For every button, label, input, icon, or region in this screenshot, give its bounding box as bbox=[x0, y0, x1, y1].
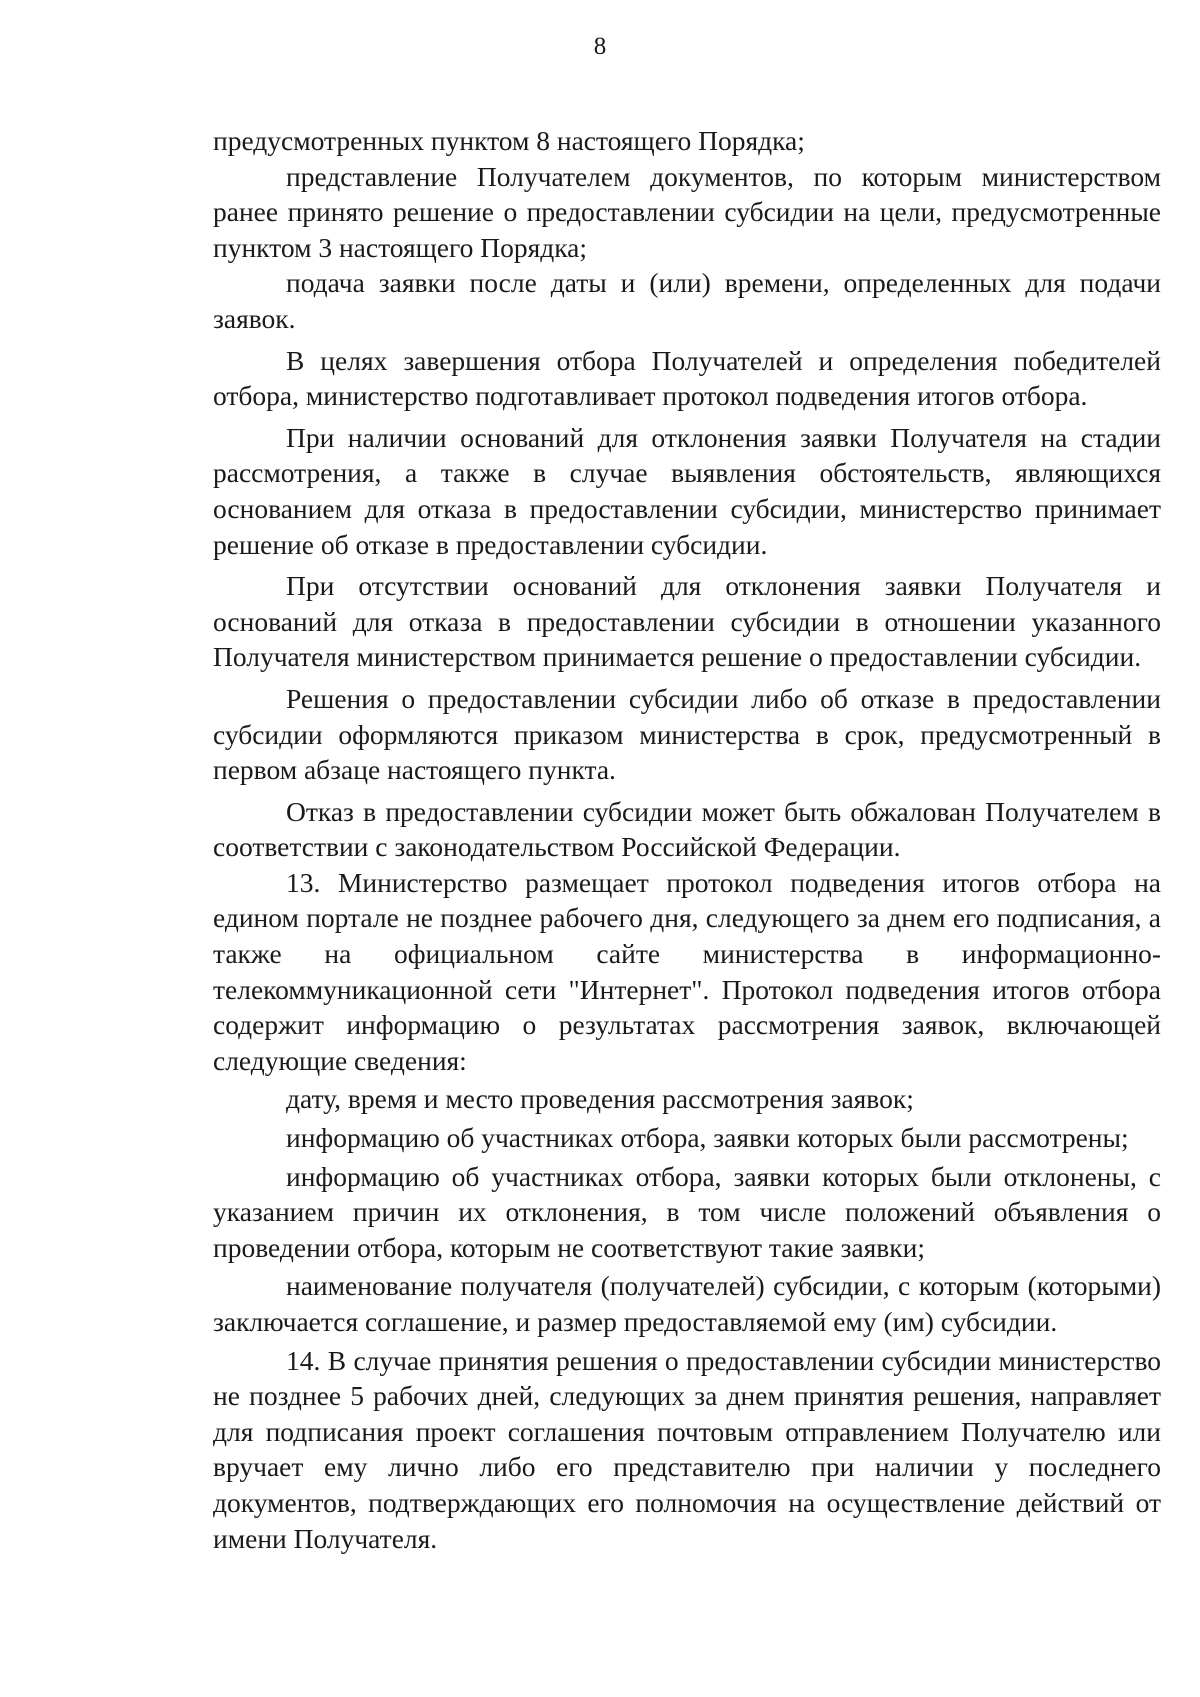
paragraph: наименование получателя (получателей) субсидии, с которым (которыми) заключается соглашение, и размер предоставляемой ему (им) субсидии. bbox=[213, 1270, 1161, 1337]
document-body bbox=[213, 123, 1161, 1556]
paragraph: Отказ в предоставлении субсидии может быть обжалован Получателем в соответствии с законодательством Российской Федерации. bbox=[213, 795, 1161, 863]
paragraph: При наличии оснований для отклонения заявки Получателя на стадии рассмотрения, а также в случае выявления обстоятельств, являющихся основанием для отказа в предоставлении субсидии, министерство принимает решение об отказе в предоставлении субсидии. bbox=[213, 421, 1161, 560]
paragraph: информацию об участниках отбора, заявки которых были отклонены, с указанием причин их отклонения, в том числе положений объявления о проведении отбора, которым не соответствуют такие заявки; bbox=[213, 1160, 1161, 1263]
page-number: 8 bbox=[593, 33, 607, 60]
paragraph: представление Получателем документов, по которым министерством ранее принято решение о предоставлении субсидии на цели, предусмотренные пунктом 3 настоящего Порядка; bbox=[213, 160, 1161, 263]
paragraph: информацию об участниках отбора, заявки которых были рассмотрены; bbox=[286, 1122, 1129, 1154]
paragraph: предусмотренных пунктом 8 настоящего Порядка; bbox=[213, 125, 805, 156]
paragraph: В целях завершения отбора Получателей и определения победителей отбора, министерство подготавливает протокол подведения итогов отбора. bbox=[213, 344, 1161, 412]
paragraph: Решения о предоставлении субсидии либо об отказе в предоставлении субсидии оформляются приказом министерства в срок, предусмотренный в первом абзаце настоящего пункта. bbox=[213, 682, 1161, 786]
paragraph: 13. Министерство размещает протокол подведения итогов отбора на едином портале не позднее рабочего дня, следующего за днем его подписания, а также на официальном сайте министерства в информационно-телекоммуникационной сети "Интернет". Протокол подведения итогов отбора содержит информацию о результатах рассмотрения заявок, включающей следующие сведения: bbox=[213, 866, 1161, 1076]
paragraph: 14. В случае принятия решения о предоставлении субсидии министерство не позднее 5 рабочих дней, следующих за днем принятия решения, направляет для подписания проект соглашения почтовым отправлением Получателю или вручает ему лично либо его представителю при наличии у последнего документов, подтверждающих его полномочия на осуществление действий от имени Получателя. bbox=[213, 1344, 1161, 1554]
paragraph: подача заявки после даты и (или) времени, определенных для подачи заявок. bbox=[213, 267, 1161, 334]
paragraph: дату, время и место проведения рассмотрения заявок; bbox=[286, 1083, 914, 1115]
paragraph: При отсутствии оснований для отклонения заявки Получателя и оснований для отказа в предоставлении субсидии в отношении указанного Получателя министерством принимается решение о предоставлении субсидии. bbox=[213, 570, 1161, 673]
